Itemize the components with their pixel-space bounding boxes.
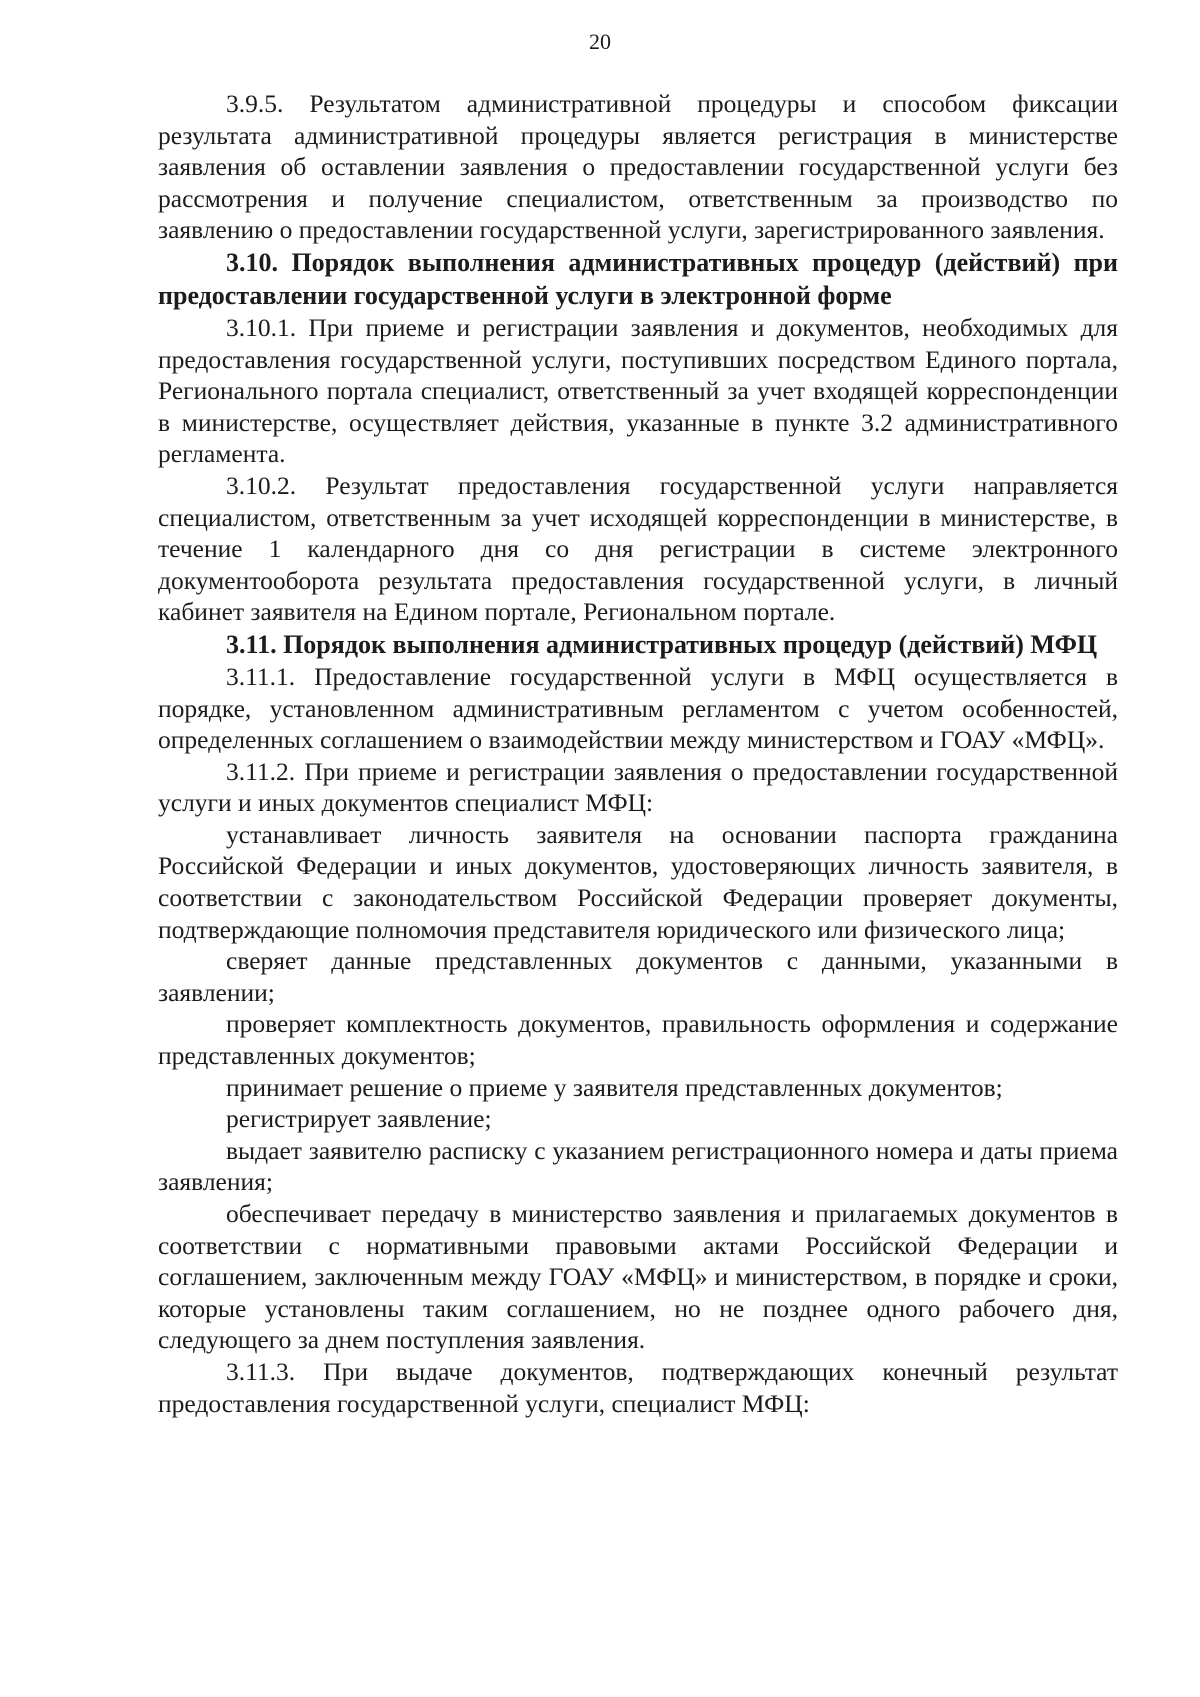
list-item-acceptance-decision: принимает решение о приеме у заявителя представленных документов; — [226, 1072, 1003, 1102]
paragraph-3-10-2: 3.10.2. Результат предоставления государственной услуги направляется специалистом, ответственным за учет исходящей корреспонденции в министерстве, в течение 1 календарного дня со дня регистрации в системе электронного документооборота результата предоставления государственной услуги, в личный кабинет заявителя на Едином портале, Региональном портале. — [158, 470, 1118, 627]
list-item-completeness-check: проверяет комплектность документов, правильность оформления и содержание представленных документов; — [158, 1009, 1118, 1071]
paragraph-3-9-5: 3.9.5. Результатом административной процедуры и способом фиксации результата административной процедуры является регистрация в министерстве заявления об оставлении заявления о предоставлении государственной услуги без рассмотрения и получение специалистом, ответственным за производство по заявлению о предоставлении государственной услуги, зарегистрированного заявления. — [158, 89, 1118, 245]
list-item-transfer: обеспечивает передачу в министерство заявления и прилагаемых документов в соответствии с нормативными правовыми актами Российской Федерации и соглашением, заключенным между ГОАУ «МФЦ» и министерством, в порядке и сроки, которые установлены таким соглашением, но не позднее одного рабочего дня, следующего за днем поступления заявления. — [158, 1199, 1118, 1355]
list-item-registration: регистрирует заявление; — [226, 1104, 492, 1134]
paragraph-3-11-1: 3.11.1. Предоставление государственной услуги в МФЦ осуществляется в порядке, установленном административным регламентом с учетом особенностей, определенных соглашением о взаимодействии между министерством и ГОАУ «МФЦ». — [158, 661, 1118, 755]
paragraph-3-10-1: 3.10.1. При приеме и регистрации заявления и документов, необходимых для предоставления государственной услуги, поступивших посредством Единого портала, Регионального портала специалист, ответственный за учет входящей корреспонденции в министерстве, осуществляет действия, указанные в пункте 3.2 административного регламента. — [158, 312, 1118, 469]
document-body — [158, 88, 1118, 1419]
paragraph-3-11-3: 3.11.3. При выдаче документов, подтверждающих конечный результат предоставления государственной услуги, специалист МФЦ: — [158, 1356, 1118, 1418]
paragraph-3-11-2: 3.11.2. При приеме и регистрации заявления о предоставлении государственной услуги и иных документов специалист МФЦ: — [158, 756, 1118, 818]
list-item-receipt: выдает заявителю расписку с указанием регистрационного номера и даты приема заявления; — [158, 1135, 1118, 1197]
section-heading-3-11: 3.11. Порядок выполнения административных процедур (действий) МФЦ — [226, 629, 1098, 659]
page-number: 20 — [589, 29, 611, 54]
list-item-identity-check: устанавливает личность заявителя на основании паспорта гражданина Российской Федерации и иных документов, удостоверяющих личность заявителя, в соответствии с законодательством Российской Федерации проверяет документы, подтверждающие полномочия представителя юридического или физического лица; — [158, 819, 1118, 944]
section-heading-3-10: 3.10. Порядок выполнения административных процедур (действий) при предоставлении государственной услуги в электронной форме — [158, 247, 1118, 310]
list-item-data-verification: сверяет данные представленных документов с данными, указанными в заявлении; — [158, 946, 1118, 1007]
